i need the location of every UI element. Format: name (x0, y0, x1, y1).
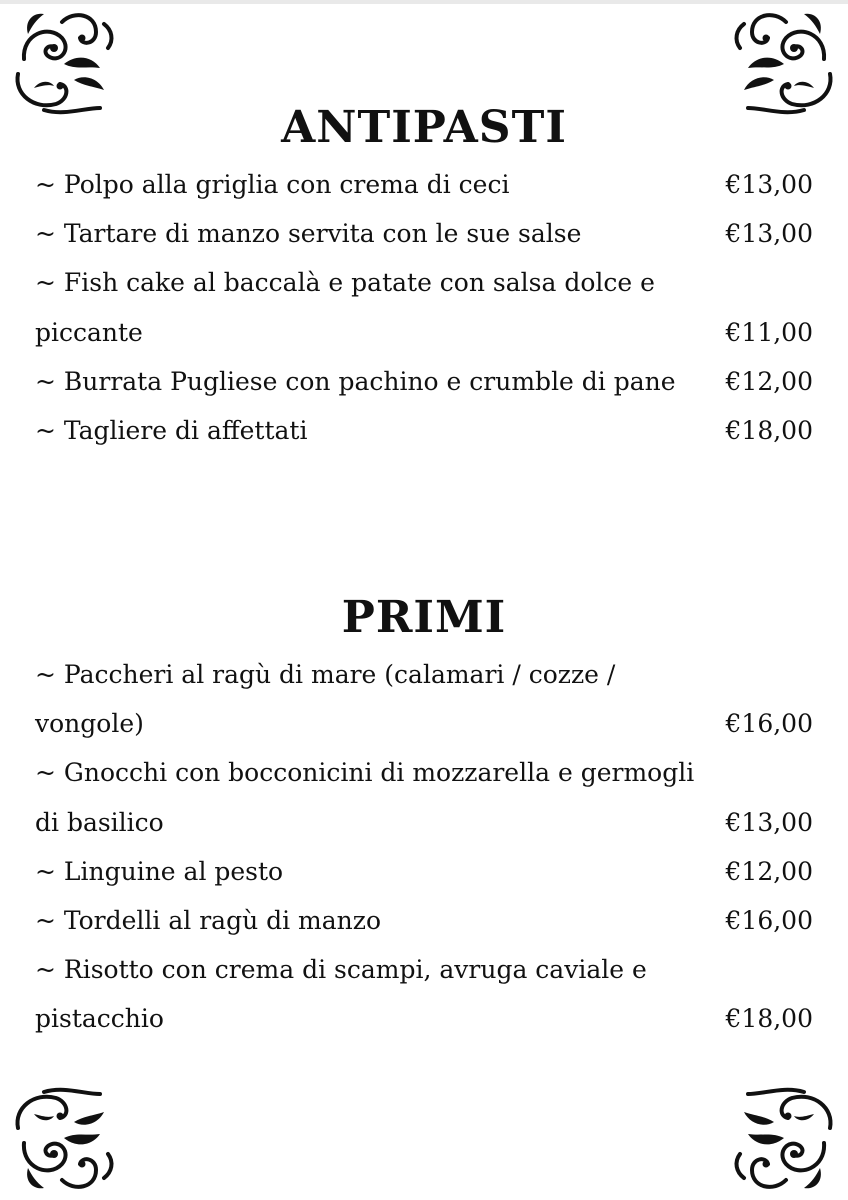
menu-item-text: ~ Tagliere di affettati (35, 415, 308, 445)
menu-item-text: ~ Paccheri al ragù di mare (calamari / cozze / (35, 660, 616, 689)
menu-section-antipasti (35, 160, 813, 455)
menu-item-text: vongole) (35, 709, 144, 739)
menu-line (35, 650, 813, 699)
menu-item-text: ~ Tartare di manzo servita con le sue salse (35, 219, 582, 249)
menu-item-price: €12,00 (725, 856, 813, 886)
menu-line (35, 994, 813, 1043)
menu-item-text: ~ Gnocchi con bocconicini di mozzarella e germogli (35, 758, 695, 788)
swirl-ornament-icon (4, 1080, 122, 1198)
menu-item-price: €16,00 (725, 709, 813, 739)
menu-item-text: piccante (35, 317, 143, 347)
section-title-antipasti: ANTIPASTI (281, 102, 567, 153)
menu-item-price: €13,00 (725, 219, 813, 249)
corner-ornament-bottom-right (726, 1080, 844, 1198)
menu-line (35, 357, 813, 406)
menu-line (35, 308, 813, 357)
menu-item-text: ~ Linguine al pesto (35, 856, 284, 886)
menu-line (35, 258, 813, 307)
corner-ornament-bottom-left (4, 1080, 122, 1198)
menu-item-text: di basilico (35, 807, 164, 837)
swirl-ornament-icon (726, 1080, 844, 1198)
menu-item-price: €18,00 (725, 415, 813, 445)
menu-line (35, 847, 813, 896)
menu-section-primi (35, 650, 813, 1044)
menu-line (35, 699, 813, 748)
menu-item-text: ~ Risotto con crema di scampi, avruga caviale e (35, 955, 647, 985)
menu-item-text: ~ Fish cake al baccalà e patate con salsa dolce e (35, 268, 655, 298)
menu-item-price: €13,00 (725, 170, 813, 199)
menu-item-price: €11,00 (725, 317, 813, 347)
section-title-primi: PRIMI (341, 592, 507, 643)
top-border-line (0, 0, 848, 4)
menu-item-text: ~ Polpo alla griglia con crema di ceci (35, 170, 510, 199)
menu-item-text: pistacchio (35, 1004, 164, 1034)
menu-line (35, 209, 813, 258)
menu-item-text: ~ Tordelli al ragù di manzo (35, 905, 381, 935)
menu-line (35, 406, 813, 455)
menu-item-price: €18,00 (725, 1004, 813, 1034)
menu-item-price: €16,00 (725, 905, 813, 935)
menu-line (35, 748, 813, 797)
menu-item-text: ~ Burrata Pugliese con pachino e crumble di pane (35, 366, 676, 396)
menu-item-price: €13,00 (725, 807, 813, 837)
menu-item-price: €12,00 (725, 366, 813, 396)
menu-line (35, 798, 813, 847)
menu-line (35, 896, 813, 945)
menu-line (35, 945, 813, 994)
menu-line (35, 160, 813, 209)
